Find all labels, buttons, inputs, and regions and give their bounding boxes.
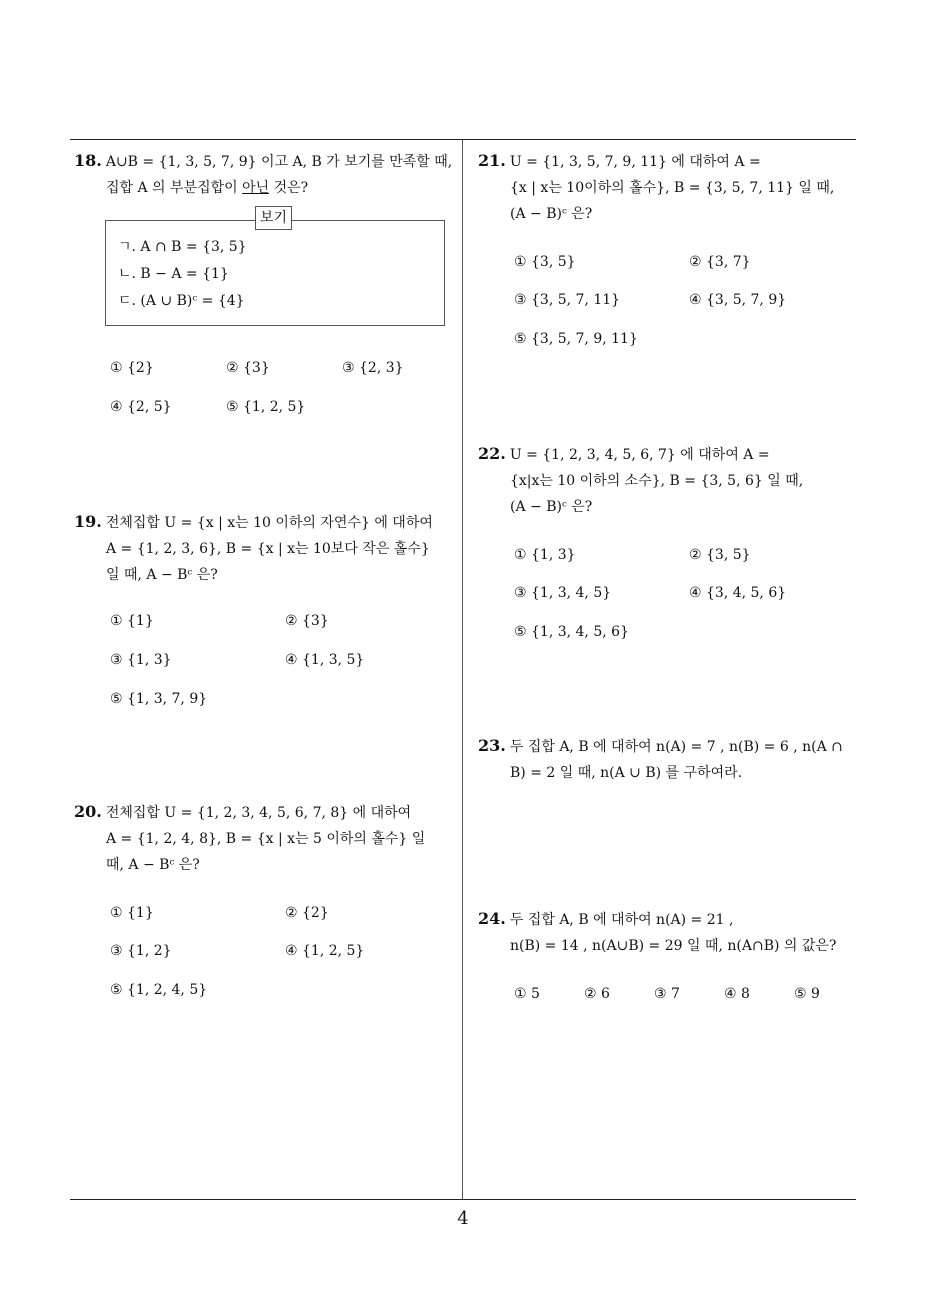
question-text: 일 때, A − Bᶜ 은? — [106, 567, 218, 583]
choice-3[interactable]: ③ {1, 2} — [110, 943, 172, 959]
question-number: 24. — [478, 909, 506, 928]
choice-4[interactable]: ④ {1, 3, 5} — [285, 652, 365, 668]
choice-1[interactable]: ① {1} — [110, 613, 154, 629]
question-text: n(B) = 14 , n(A∪B) = 29 일 때, n(A∩B) 의 값은? — [510, 938, 837, 954]
question-text: 것은? — [269, 180, 309, 196]
bottom-rule — [70, 1199, 856, 1200]
question-text: (A − B)ᶜ 은? — [510, 499, 593, 515]
question-text: 집합 A 의 부분집합이 — [106, 180, 243, 196]
question-text: {x | x는 10이하의 홀수}, B = {3, 5, 7, 11} 일 때, — [510, 180, 835, 196]
question-21 — [478, 148, 862, 227]
question-number: 23. — [478, 736, 506, 755]
question-text: U = {1, 3, 5, 7, 9, 11} 에 대하여 A = — [509, 154, 761, 170]
choice-3[interactable]: ③ 7 — [654, 986, 680, 1002]
choice-2[interactable]: ② {3} — [285, 613, 329, 629]
choice-5[interactable]: ⑤ {1, 2, 5} — [226, 399, 306, 415]
choice-3[interactable]: ③ {3, 5, 7, 11} — [514, 292, 621, 308]
question-text: 전체집합 U = {x | x는 10 이하의 자연수} 에 대하여 — [105, 515, 433, 531]
choice-1[interactable]: ① {3, 5} — [514, 254, 576, 270]
question-text: 두 집합 A, B 에 대하여 n(A) = 7 , n(B) = 6 , n(A ∩ — [509, 739, 843, 755]
choice-1[interactable]: ① {1} — [110, 905, 154, 921]
choice-4[interactable]: ④ 8 — [724, 986, 750, 1002]
question-number: 22. — [478, 444, 506, 463]
choice-1[interactable]: ① {2} — [110, 360, 154, 376]
question-text: A = {1, 2, 3, 6}, B = {x | x는 10보다 작은 홀수} — [106, 541, 430, 557]
bogi-item: ㄴ. B − A = {1} — [118, 266, 229, 282]
question-19 — [74, 509, 458, 588]
question-text: 때, A − Bᶜ 은? — [106, 857, 200, 873]
choice-1[interactable]: ① {1, 3} — [514, 547, 576, 563]
question-text: A = {1, 2, 4, 8}, B = {x | x는 5 이하의 홀수} 일 — [106, 831, 426, 847]
choice-5[interactable]: ⑤ {1, 2, 4, 5} — [110, 982, 208, 998]
emphasis-underline: 아닌 — [242, 180, 270, 196]
choice-5[interactable]: ⑤ {1, 3, 4, 5, 6} — [514, 624, 629, 640]
question-text: 전체집합 U = {1, 2, 3, 4, 5, 6, 7, 8} 에 대하여 — [105, 805, 412, 821]
choice-4[interactable]: ④ {1, 2, 5} — [285, 943, 365, 959]
choice-2[interactable]: ② 6 — [584, 986, 610, 1002]
question-text: (A − B)ᶜ 은? — [510, 206, 593, 222]
choice-2[interactable]: ② {2} — [285, 905, 329, 921]
column-divider — [462, 140, 463, 1200]
question-text: U = {1, 2, 3, 4, 5, 6, 7} 에 대하여 A = — [509, 447, 770, 463]
choice-5[interactable]: ⑤ {3, 5, 7, 9, 11} — [514, 331, 638, 347]
bogi-title: 보기 — [255, 206, 292, 230]
top-rule — [70, 139, 856, 140]
question-20 — [74, 799, 458, 878]
page-number: 4 — [457, 1208, 469, 1229]
choice-1[interactable]: ① 5 — [514, 986, 540, 1002]
bogi-item: ㄷ. (A ∪ B)ᶜ = {4} — [118, 293, 245, 309]
question-text: 두 집합 A, B 에 대하여 n(A) = 21 , — [509, 912, 734, 928]
choice-3[interactable]: ③ {2, 3} — [342, 360, 404, 376]
question-number: 18. — [74, 151, 102, 170]
question-number: 20. — [74, 802, 102, 821]
choice-4[interactable]: ④ {3, 5, 7, 9} — [689, 292, 787, 308]
question-18 — [74, 148, 458, 201]
question-text: A∪B = {1, 3, 5, 7, 9} 이고 A, B 가 보기를 만족할 때, — [105, 154, 453, 170]
bogi-item: ㄱ. A ∩ B = {3, 5} — [118, 239, 247, 255]
choice-3[interactable]: ③ {1, 3, 4, 5} — [514, 585, 612, 601]
question-24 — [478, 906, 862, 959]
choice-2[interactable]: ② {3, 7} — [689, 254, 751, 270]
choice-3[interactable]: ③ {1, 3} — [110, 652, 172, 668]
choice-5[interactable]: ⑤ 9 — [794, 986, 820, 1002]
question-22 — [478, 441, 862, 520]
choice-4[interactable]: ④ {2, 5} — [110, 399, 172, 415]
choice-4[interactable]: ④ {3, 4, 5, 6} — [689, 585, 787, 601]
question-number: 21. — [478, 151, 506, 170]
choice-2[interactable]: ② {3} — [226, 360, 270, 376]
question-text: {x|x는 10 이하의 소수}, B = {3, 5, 6} 일 때, — [510, 473, 804, 489]
question-text: B) = 2 일 때, n(A ∪ B) 를 구하여라. — [510, 765, 743, 781]
question-23 — [478, 733, 862, 786]
choice-2[interactable]: ② {3, 5} — [689, 547, 751, 563]
choice-5[interactable]: ⑤ {1, 3, 7, 9} — [110, 691, 208, 707]
question-number: 19. — [74, 512, 102, 531]
